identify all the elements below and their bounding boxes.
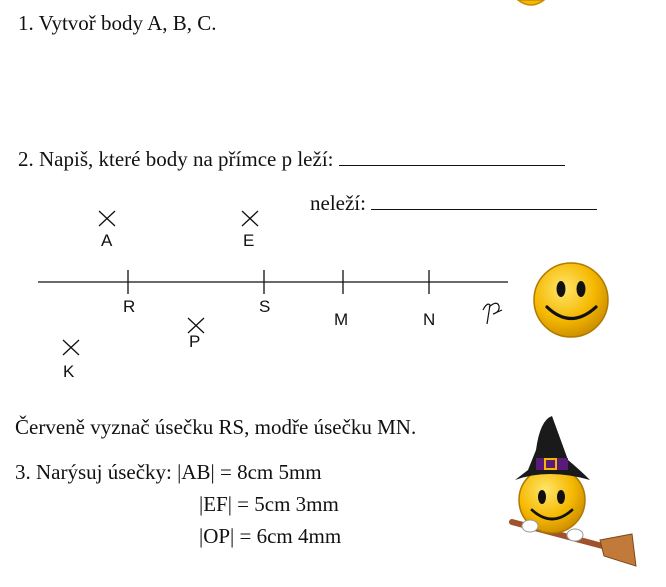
segment-ab: |AB| = 8cm 5mm — [177, 460, 322, 484]
segment-ef: |EF| = 5cm 3mm — [199, 492, 339, 516]
instruction-text: Červeně vyznač úsečku RS, modře úsečku MN. — [15, 415, 417, 439]
label-point-a: A — [101, 231, 113, 250]
not-lying-label: neleží: — [310, 191, 366, 215]
label-point-e: E — [243, 231, 255, 250]
task-1-text: 1. Vytvoř body A, B, C. — [18, 11, 217, 35]
label-point-m: M — [334, 310, 349, 329]
task-2-prompt-text: 2. Napiš, které body na přímce p leží: — [18, 147, 334, 171]
label-point-p: P — [189, 332, 201, 351]
label-point-n: N — [423, 310, 436, 329]
segment-op: |OP| = 6cm 4mm — [199, 524, 342, 548]
label-point-r: R — [123, 297, 136, 316]
label-point-k: K — [63, 362, 75, 381]
task-3-prompt: 3. Narýsuj úsečky: — [15, 460, 172, 484]
label-point-s: S — [259, 297, 271, 316]
